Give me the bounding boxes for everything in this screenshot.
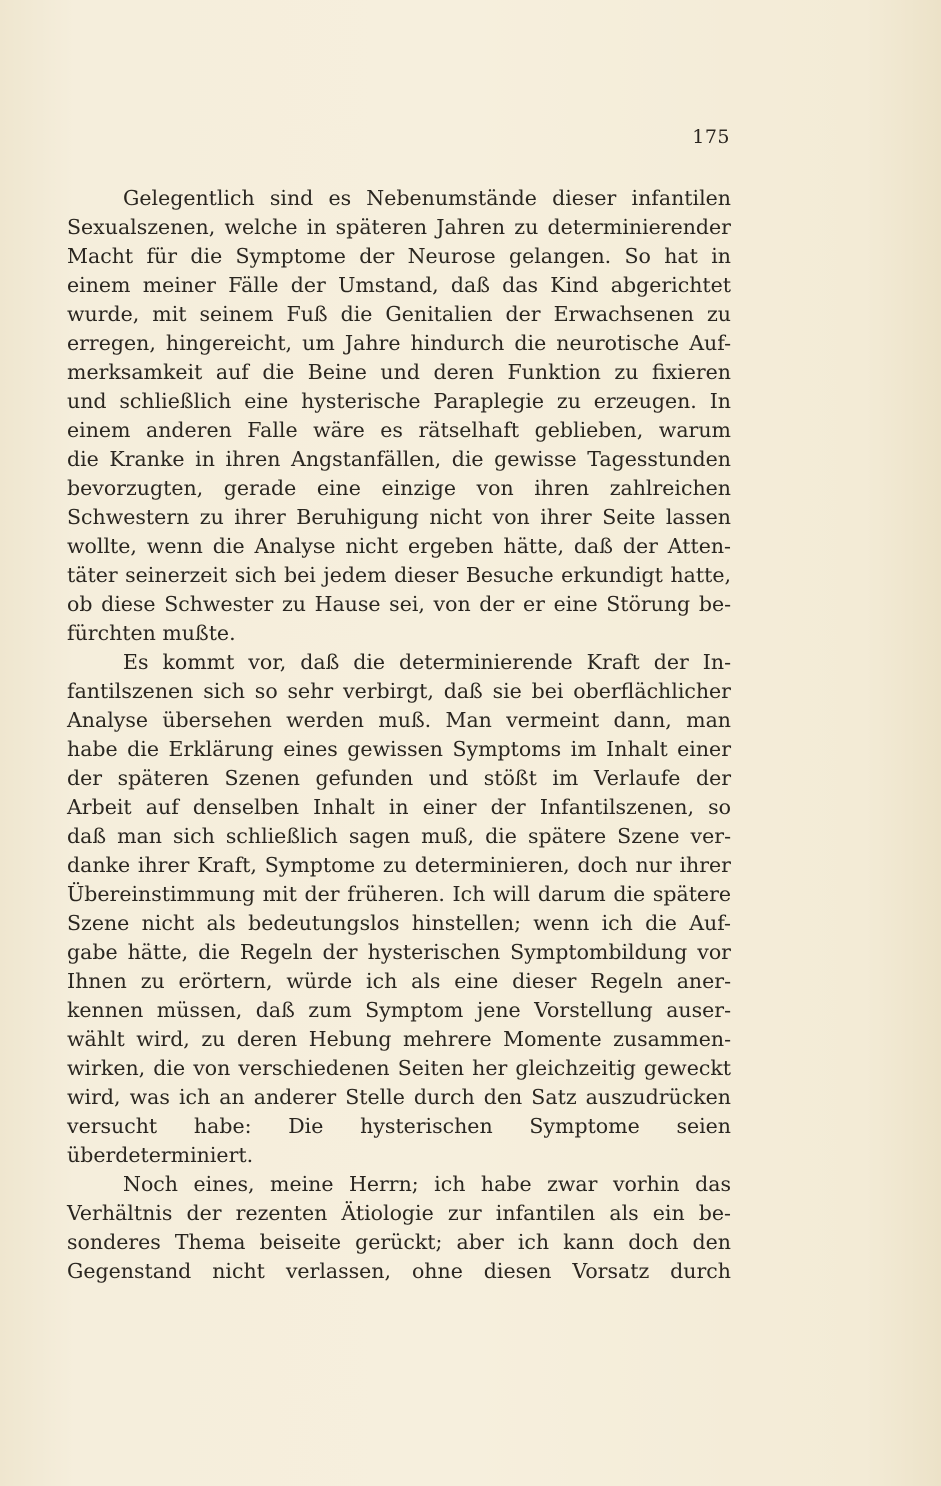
text-line: Sexualszenen, welche in späteren Jahren zu determinierender xyxy=(67,215,731,239)
text-line: wirken, die von verschiedenen Seiten her gleichzeitig geweckt xyxy=(67,1056,731,1080)
text-line: Analyse übersehen werden muß. Man vermeint dann, man xyxy=(67,708,731,732)
text-line: wollte, wenn die Analyse nicht ergeben hätte, daß der Atten- xyxy=(67,534,731,558)
text-line: erregen, hingereicht, um Jahre hindurch die neurotische Auf- xyxy=(67,331,731,355)
text-line: kennen müssen, daß zum Symptom jene Vorstellung auser- xyxy=(67,998,731,1022)
text-line: Übereinstimmung mit der früheren. Ich will darum die spätere xyxy=(67,882,731,906)
text-line: Szene nicht als bedeutungslos hinstellen; wenn ich die Auf- xyxy=(67,911,731,935)
text-line: Gelegentlich sind es Nebenumstände dieser infantilen xyxy=(123,186,731,210)
text-line: Noch eines, meine Herrn; ich habe zwar vorhin das xyxy=(123,1172,731,1196)
text-line: einem anderen Falle wäre es rätselhaft geblieben, warum xyxy=(67,418,731,442)
text-line: gabe hätte, die Regeln der hysterischen Symptombildung vor xyxy=(67,940,731,964)
text-line: ob diese Schwester zu Hause sei, von der er eine Störung be- xyxy=(67,592,731,616)
text-line: Es kommt vor, daß die determinierende Kraft der In- xyxy=(123,650,731,674)
text-line: bevorzugten, gerade eine einzige von ihren zahlreichen xyxy=(67,476,731,500)
text-line: fantilszenen sich so sehr verbirgt, daß sie bei oberflächlicher xyxy=(67,679,731,703)
text-line: Ihnen zu erörtern, würde ich als eine dieser Regeln aner- xyxy=(67,969,731,993)
text-line: wird, was ich an anderer Stelle durch den Satz auszudrücken xyxy=(67,1085,731,1109)
text-line: danke ihrer Kraft, Symptome zu determinieren, doch nur ihrer xyxy=(67,853,731,877)
text-line: einem meiner Fälle der Umstand, daß das Kind abgerichtet xyxy=(67,273,731,297)
text-line: wurde, mit seinem Fuß die Genitalien der Erwachsenen zu xyxy=(67,302,731,326)
text-line: merksamkeit auf die Beine und deren Funktion zu fixieren xyxy=(67,360,731,384)
text-line: Schwestern zu ihrer Beruhigung nicht von ihrer Seite lassen xyxy=(67,505,731,529)
text-line: wählt wird, zu deren Hebung mehrere Momente zusammen- xyxy=(67,1027,731,1051)
text-line: die Kranke in ihren Angstanfällen, die gewisse Tagesstunden xyxy=(67,447,731,471)
text-line: Verhältnis der rezenten Ätiologie zur infantilen als ein be- xyxy=(67,1201,731,1225)
text-line: fürchten mußte. xyxy=(67,621,236,645)
text-line: Gegenstand nicht verlassen, ohne diesen Vorsatz durch xyxy=(67,1259,731,1283)
text-line: habe die Erklärung eines gewissen Symptoms im Inhalt einer xyxy=(67,737,731,761)
text-line: der späteren Szenen gefunden und stößt im Verlaufe der xyxy=(67,766,731,790)
text-line: Arbeit auf denselben Inhalt in einer der Infantilszenen, so xyxy=(67,795,731,819)
text-line: sonderes Thema beiseite gerückt; aber ich kann doch den xyxy=(67,1230,731,1254)
text-line: überdeterminiert. xyxy=(67,1143,254,1167)
page-number: 175 xyxy=(692,126,730,148)
text-line: Macht für die Symptome der Neurose gelangen. So hat in xyxy=(67,244,731,268)
text-line: versucht habe: Die hysterischen Symptome seien xyxy=(67,1114,731,1138)
text-line: und schließlich eine hysterische Paraplegie zu erzeugen. In xyxy=(67,389,731,413)
text-line: daß man sich schließlich sagen muß, die spätere Szene ver- xyxy=(67,824,731,848)
text-line: täter seinerzeit sich bei jedem dieser Besuche erkundigt hatte, xyxy=(67,563,731,587)
body-text xyxy=(67,184,731,1286)
